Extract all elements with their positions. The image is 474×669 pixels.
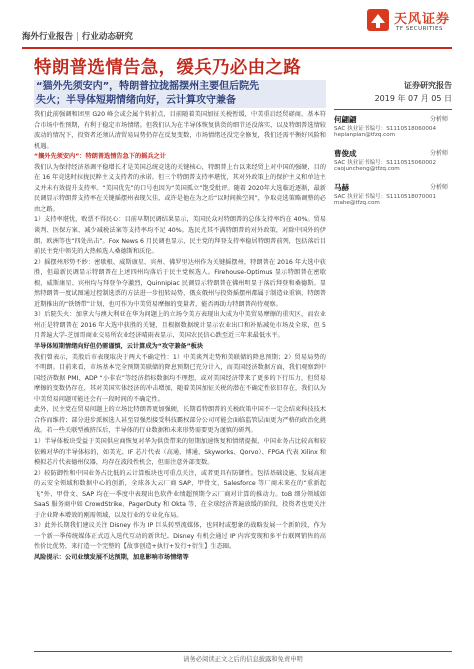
analyst-list (334, 114, 452, 216)
analyst-certificate: SAC 执业证书编号：S1110518070001 (334, 194, 437, 200)
body-paragraph: 我们曾表示，美股后市表现取决于两大不确定性：1）中美谈判走势和美联储的降息预期；2）贸易局势的不明朗。目前来看，市场基本完全预期美联储的降息预期已充分计入，而美国经济数据方面，我们观察到中国经济数据 PMI、ADP “小非农”等经济指标数据均不理想，或对美国经济带来了更多的下行压力，但贸易摩擦的变数仍存在，其对美国实体经济的冲击增加，随着美国加征关税的潜在不确定性依旧存在，我们认为中美贸易问题可能还会有一段时间的不确定性。 (34, 353, 326, 403)
section-heading: 半导体短期情绪向好但仍需谨慎，云计算成为“攻守兼备”板块 (34, 343, 204, 351)
analyst-certificate: SAC 执业证书编号：S1110518060004 (334, 126, 437, 132)
risk-note: 风险提示：公司业绩发展不达预期，加息影响市场情绪等 (34, 553, 189, 561)
report-subtitle (34, 80, 326, 108)
analyst-role: 分析师 (429, 184, 448, 191)
subtitle-line: “猫外先须安内”，特朗普拉拢摇摆州主要但后院先 (34, 80, 326, 94)
analyst-email[interactable]: caojuncheng@tfzq.com (334, 166, 400, 172)
breadcrumb (22, 30, 133, 42)
analyst-email[interactable]: hepianpian@tfzq.com (334, 132, 396, 138)
logo-text-cn: 天风证券 (394, 12, 451, 27)
disclaimer-footer: 请务必阅读正文之后的信息披露和免责申明 (183, 656, 303, 663)
sidebar-divider (334, 109, 452, 110)
body-paragraph: 2）摇摆州形势不妙：密歇根、威斯康星、宾州、佛罗里达州作为关键摇摆州，特朗普在 2016 年大选中获胜，但最新民调显示特朗普在上述四州均落后于民主党候选人。Firehouse-Optimus 显示特朗普在密歇根、威斯康星、宾州均与拜登争夺激烈，Quinnipiac 民调显示特朗普在佛州明显于落后拜登和桑德斯。显然特朗普一度试图通过控制选票的方法进一步扭转局势，俄亥俄州与投资摇摆州都属于制造业重镇，特朗普近期推出的“铁锈带”计划，也可作为中美贸易摩擦的变量者，能否再助力特朗普尚待观察。 (34, 258, 326, 308)
report-title: 特朗普选情告急，缓兵乃必由之路 (34, 58, 301, 78)
analyst-role: 分析师 (429, 116, 448, 123)
logo-text-en: TF SECURITIES (396, 26, 443, 32)
body-paragraph: 我们认为保持经济基调平稳增长才是美国总统竞选的关键核心，特朗普上台以来经贸上对中国的强硬，目的在 16 年竞选时拉拢民粹主义支持者的承诺。但三个特朗普支持率堪忧，其对外政策上的保护主义和单边主义并未有效提升支持率。“美国优先”的口号也因为“美国孤立”饱受批评。随着 2020年大选临近逐渐，最新民调显示特朗普支持率在关键摇摆州表现欠佳，或许是他在为之后“以时间换空间”，争取竞选策略调整的必由之路。 (34, 163, 326, 213)
analyst-card (334, 182, 452, 216)
body-paragraph: 此外，民主党在贸易问题上的立场比特朗普更加强硬，长期看特朗普的关税政策中国不一定会结束科技技术合作而维持；部分进步派候选人甚至显强烈接受科技霸权部分公司可能会面临监管层面更为严格的政治化挑战。若一些关联型被挤压后，半导体的行业数据和未来形势需要更为谨慎的研判。 (34, 406, 326, 435)
breadcrumb-item: 行业动态研究 (81, 32, 133, 42)
body-paragraph: 2）较防御性和中国业务占比低的云计算板块也可重点关注，或者更具有防御性。包括基础设施、发展高速的云安全领域和数据中心的创新，全球各大云厂商 SAP、甲骨文、Salesforce 等厂商未来在的“重新起飞”外，甲骨文、SAP 均在一季度中表现出色软件业绩超预期令云厂商对计算的推动力。toB 细分领域如 SaaS 服务商中如 CrowdStrike、PagerDuty 和 Okta 等，在全球经济普遍放缓的阶段，投资者也更关注于企业降本增效的刚需领域，以及行业的专业化布局。 (34, 469, 326, 519)
report-type-label: 证券研究报告 (404, 81, 452, 90)
header-divider (22, 47, 452, 49)
report-date: 2019 年 07 月 05 日 (374, 94, 452, 103)
report-header (22, 0, 452, 46)
analyst-card (334, 114, 452, 148)
breadcrumb-separator: | (76, 32, 79, 42)
analyst-card (334, 148, 452, 182)
body-paragraph: 1）半导体板块受益于美国供应商恢复对华为供货带来的短期加速恢复和情绪提振，中国业务占比较高和较依赖对华的半导体标的，如美光、IF 芯片代表（高通、博通、Skyworks、Qorvo）、FPGA 代表 Xilinx 和模拟芯片代表德州仪器，均存在波段性机会，但需注意外部变数。 (34, 437, 326, 467)
footer-divider (34, 651, 452, 652)
breadcrumb-item: 海外行业报告 (22, 32, 74, 42)
body-paragraph: 3）后院失火：加拿大与澳大利亚在华为问题上的立场令美方表现出大成为中美贸易摩擦的重灾区，而农业州正是特朗普在 2016 年大选中获胜的关键，且根据数据统计显示农业出口和补贴减免市场及全球，但 5 月普遍大学-芝加哥商业交易所农业经济晴雨表显示，美国农民信心跌至近三年来最低水平。 (34, 311, 326, 340)
analyst-email[interactable]: mahe@tfzq.com (334, 200, 380, 206)
analyst-name: 马赫 (334, 183, 349, 192)
body-paragraph: 我们此前强调和团里 G20 峰会或会属个转折点，目前随着美国加征关税暂缓，中美重启经贸磋商，基本符合市场中性预期，有利于稳定市场情绪。但我们认为在半导体恢复供货的细节还没落实，以及特朗普选情较波动的情况下，投资者还须认清贸易局势仍存在反复变数，市场情绪还没完全修复，我们还需平衡好风险和机遇。 (34, 111, 326, 150)
subtitle-line: 失火；半导体短期情绪向好，云计算攻守兼备 (34, 94, 326, 108)
analyst-name: 曹俊成 (334, 149, 357, 158)
logo-mark-icon (366, 8, 390, 32)
analyst-name: 何翩翩 (334, 115, 357, 124)
section-heading: “攘外先须安内”：特朗普选情告急下的摇兵之计 (34, 153, 166, 161)
body-paragraph: 1）支持率堪忧，败票不得民心：目前早期民调结果显示，美国民众对特朗普的总体支持率约在 40%。贸易谈判、医保方案、减少减税法案等支持率均不足 40%。选民尤其不满特朗普的对外政策，对除中国外的伊朗、欧洲等也“四处出击”。Fox News 6 月民调也显示，民主党的拜登支持率稳居特朗普前列，包括落后目前民主党中领先的大热候选人桑德斯和沃伦。 (34, 216, 326, 256)
report-body (34, 110, 326, 564)
brand-logo (322, 6, 452, 40)
body-paragraph: 3）此外长期我们建议关注 Disney 作为 IP 巨头转型流媒体，也同时或想象的战略发展一个新阶段，作为一个新一季传统媒体正式迈入迭代互动的新世纪。Disney 有机会通过 IP 内容变现和多平台联网销售的高性价比优势，来打造一个完整的【故事创造+执行+发行+衍生】生态圈。 (34, 522, 326, 551)
analyst-certificate: SAC 执业证书编号：S1110515060002 (334, 160, 437, 166)
analyst-role: 分析师 (429, 150, 448, 157)
